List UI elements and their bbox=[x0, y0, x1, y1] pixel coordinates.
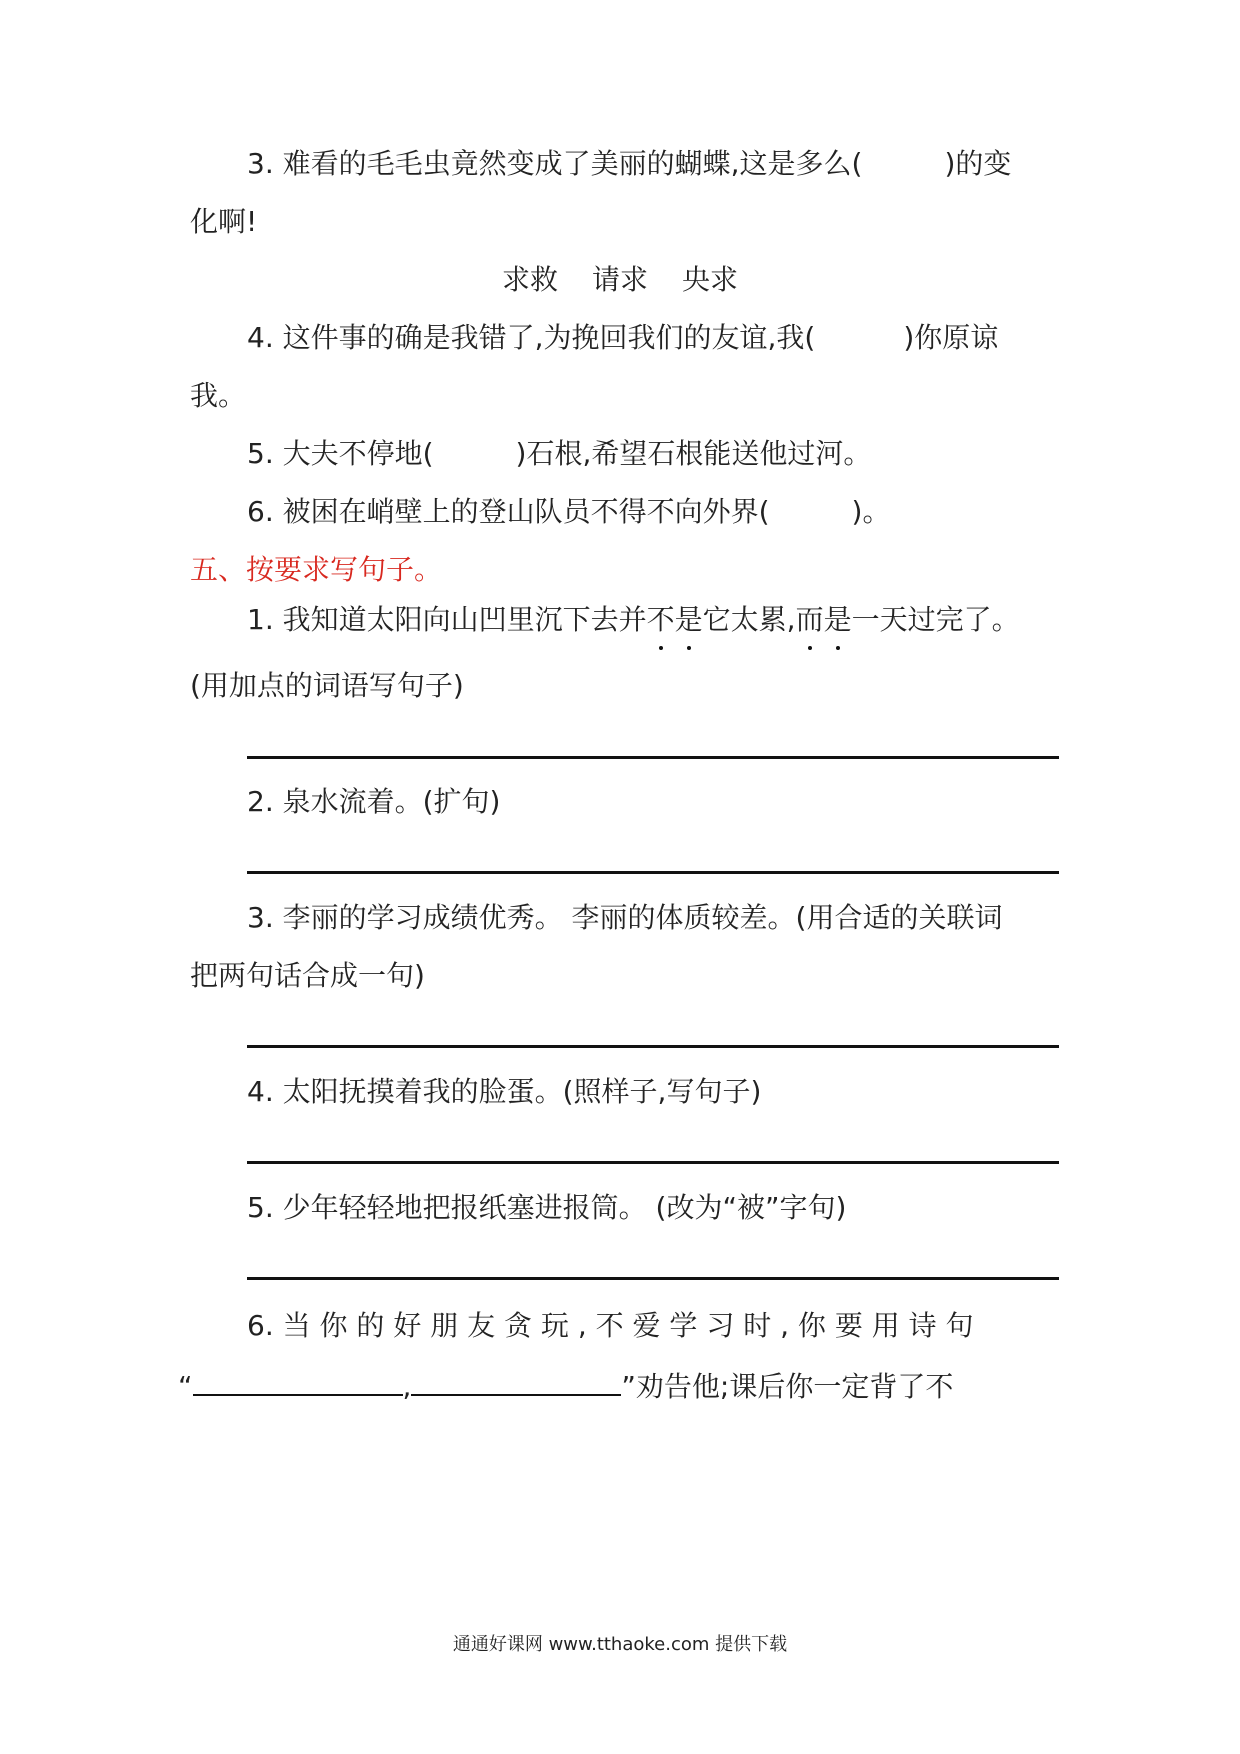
sentence-3-continuation: 把两句话合成一句) bbox=[190, 959, 425, 992]
section-5-heading: 五、按要求写句子。 bbox=[190, 553, 443, 586]
dotted-word: 而 bbox=[796, 600, 824, 640]
comma: , bbox=[402, 1370, 412, 1403]
item-4-text: 4. 这件事的确是我错了,为挽回我们的友谊,我( bbox=[247, 321, 816, 354]
answer-line-4[interactable] bbox=[247, 1161, 1059, 1164]
answer-line-2[interactable] bbox=[247, 871, 1059, 874]
answer-line-3[interactable] bbox=[247, 1045, 1059, 1048]
item-4-continuation: 我。 bbox=[190, 379, 247, 412]
item-3-continuation: 化啊! bbox=[190, 205, 258, 238]
sentence-6-text-after: ”劝告他;课后你一定背了不 bbox=[621, 1370, 954, 1403]
item-4-line bbox=[247, 318, 998, 358]
sentence-1-instruction: (用加点的词语写句子) bbox=[190, 669, 464, 702]
option-word: 央求 bbox=[682, 263, 739, 296]
sentence-1-text: 一天过完了。 bbox=[851, 603, 1020, 636]
page-footer: 通通好课网 www.tthaoke.com 提供下载 bbox=[452, 1634, 788, 1655]
item-5-text: 5. 大夫不停地( bbox=[247, 437, 434, 470]
dotted-word: 不 bbox=[647, 600, 675, 640]
option-word: 求救 bbox=[501, 263, 558, 296]
poem-blank-2[interactable] bbox=[411, 1364, 621, 1396]
sentence-4-line: 4. 太阳抚摸着我的脸蛋。(照样子,写句子) bbox=[247, 1075, 762, 1108]
item-3-line bbox=[247, 144, 1011, 184]
sentence-2-line: 2. 泉水流着。(扩句) bbox=[247, 785, 501, 818]
item-6-text-after: )。 bbox=[851, 495, 891, 528]
sentence-1-line bbox=[247, 600, 1020, 640]
answer-line-1[interactable] bbox=[247, 756, 1059, 759]
item-5-text-after: )石根,希望石根能送他过河。 bbox=[515, 437, 872, 470]
open-quote: “ bbox=[178, 1370, 193, 1403]
dotted-word: 是 bbox=[675, 600, 703, 640]
item-6-text: 6. 被困在峭壁上的登山队员不得不向外界( bbox=[247, 495, 770, 528]
poem-blank-1[interactable] bbox=[193, 1364, 403, 1396]
item-3-text-after: )的变 bbox=[944, 147, 1012, 180]
item-4-text-after: )你原谅 bbox=[903, 321, 999, 354]
sentence-1-text: 1. 我知道太阳向山凹里沉下去并 bbox=[247, 603, 647, 636]
sentence-6-continuation bbox=[178, 1364, 953, 1407]
sentence-3-line: 3. 李丽的学习成绩优秀。 李丽的体质较差。(用合适的关联词 bbox=[247, 901, 1003, 934]
item-6-line bbox=[247, 492, 890, 532]
word-options bbox=[0, 260, 1240, 300]
dotted-word: 是 bbox=[824, 600, 852, 640]
item-5-line bbox=[247, 434, 871, 474]
sentence-5-line: 5. 少年轻轻地把报纸塞进报筒。 (改为“被”字句) bbox=[247, 1191, 847, 1224]
sentence-1-text: 它太累, bbox=[702, 603, 796, 636]
answer-line-5[interactable] bbox=[247, 1277, 1059, 1280]
sentence-6-line: 6. 当 你 的 好 朋 友 贪 玩 , 不 爱 学 习 时 , 你 要 用 诗 句 bbox=[247, 1309, 974, 1342]
option-word: 请求 bbox=[591, 263, 648, 296]
item-3-text: 3. 难看的毛毛虫竟然变成了美丽的蝴蝶,这是多么( bbox=[247, 147, 863, 180]
